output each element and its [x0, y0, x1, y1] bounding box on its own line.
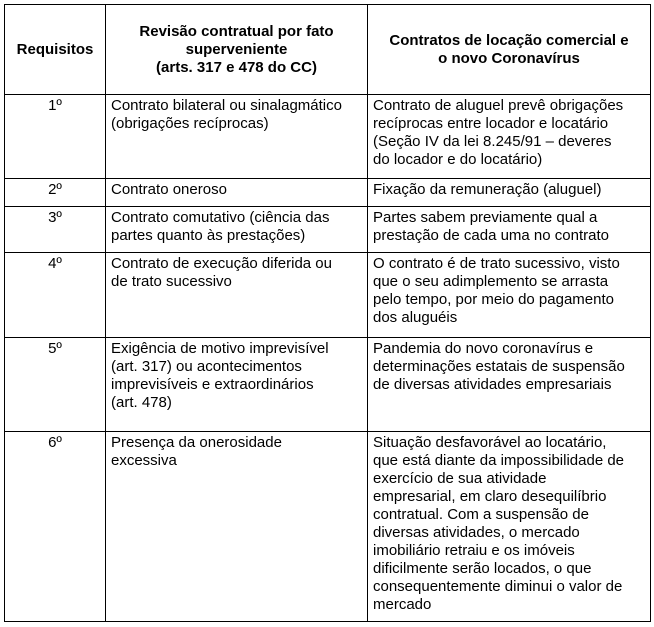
- header-line: o novo Coronavírus: [438, 49, 580, 67]
- header-line: Revisão contratual por fato: [139, 22, 334, 40]
- header-line: (arts. 317 e 478 do CC): [156, 58, 317, 76]
- cell-line: Contrato de aluguel prevê obrigações: [373, 97, 624, 114]
- cell-line: Partes sabem previamente qual a: [373, 209, 598, 226]
- header-contratos: [368, 5, 651, 95]
- cell-line: que o seu adimplemento se arrasta: [373, 273, 609, 290]
- header-requisitos: [5, 5, 106, 95]
- table-row: [5, 338, 651, 432]
- cell-line: recíprocas entre locador e locatário: [373, 115, 609, 132]
- cell-line: (art. 317) ou acontecimentos: [111, 358, 302, 375]
- cell-line: excessiva: [111, 452, 177, 469]
- cell-line: O contrato é de trato sucessivo, visto: [373, 255, 620, 272]
- cell-line: de diversas atividades empresariais: [373, 376, 612, 393]
- revisao-cell: [106, 95, 368, 179]
- cell-line: empresarial, em claro desequilíbrio: [373, 488, 607, 505]
- cell-line: determinações estatais de suspensão: [373, 358, 625, 375]
- revisao-cell: [106, 179, 368, 207]
- contratos-cell: [368, 207, 651, 253]
- contratos-cell: [368, 179, 651, 207]
- header-row: [5, 5, 651, 95]
- cell-line: Contrato comutativo (ciência das: [111, 209, 330, 226]
- cell-line: do locador e do locatário): [373, 151, 543, 168]
- header-revisao: [106, 5, 368, 95]
- requisito-number: 5º: [5, 338, 106, 432]
- cell-line: Contrato de execução diferida ou: [111, 255, 332, 272]
- cell-line: (obrigações recíprocas): [111, 115, 269, 132]
- cell-line: dificilmente serão locados, o que: [373, 560, 592, 577]
- requisito-number: 6º: [5, 432, 106, 622]
- cell-line: partes quanto às prestações): [111, 227, 306, 244]
- cell-line: Fixação da remuneração (aluguel): [373, 181, 602, 198]
- requisito-number: 1º: [5, 95, 106, 179]
- header-line: superveniente: [185, 40, 288, 58]
- revisao-cell: [106, 432, 368, 622]
- contratos-cell: [368, 432, 651, 622]
- contratos-cell: [368, 338, 651, 432]
- table-row: [5, 432, 651, 622]
- cell-line: prestação de cada uma no contrato: [373, 227, 609, 244]
- cell-line: que está diante da impossibilidade de: [373, 452, 625, 469]
- cell-line: diversas atividades, o mercado: [373, 524, 580, 541]
- table-row: [5, 253, 651, 338]
- cell-line: exercício de sua atividade: [373, 470, 547, 487]
- requisito-number: 2º: [5, 179, 106, 207]
- contratos-cell: [368, 95, 651, 179]
- header-requisitos-text: Requisitos: [16, 40, 94, 58]
- table-row: [5, 95, 651, 179]
- table-row: [5, 207, 651, 253]
- revisao-cell: [106, 253, 368, 338]
- table-row: [5, 179, 651, 207]
- cell-line: de trato sucessivo: [111, 273, 232, 290]
- cell-line: Pandemia do novo coronavírus e: [373, 340, 594, 357]
- cell-line: imobiliário retraiu e os imóveis: [373, 542, 575, 559]
- cell-line: mercado: [373, 596, 432, 613]
- requirements-table: [4, 4, 651, 622]
- requisito-number: 3º: [5, 207, 106, 253]
- cell-line: Situação desfavorável ao locatário,: [373, 434, 607, 451]
- header-line: Contratos de locação comercial e: [389, 31, 629, 49]
- cell-line: Contrato bilateral ou sinalagmático: [111, 97, 342, 114]
- cell-line: dos aluguéis: [373, 309, 458, 326]
- cell-line: (art. 478): [111, 394, 172, 411]
- cell-line: contratual. Com a suspensão de: [373, 506, 589, 523]
- cell-line: (Seção IV da lei 8.245/91 – deveres: [373, 133, 612, 150]
- cell-line: Exigência de motivo imprevisível: [111, 340, 329, 357]
- cell-line: imprevisíveis e extraordinários: [111, 376, 314, 393]
- requisito-number: 4º: [5, 253, 106, 338]
- cell-line: Contrato oneroso: [111, 181, 227, 198]
- revisao-cell: [106, 338, 368, 432]
- cell-line: consequentemente diminui o valor de: [373, 578, 623, 595]
- cell-line: pelo tempo, por meio do pagamento: [373, 291, 614, 308]
- contratos-cell: [368, 253, 651, 338]
- revisao-cell: [106, 207, 368, 253]
- cell-line: Presença da onerosidade: [111, 434, 282, 451]
